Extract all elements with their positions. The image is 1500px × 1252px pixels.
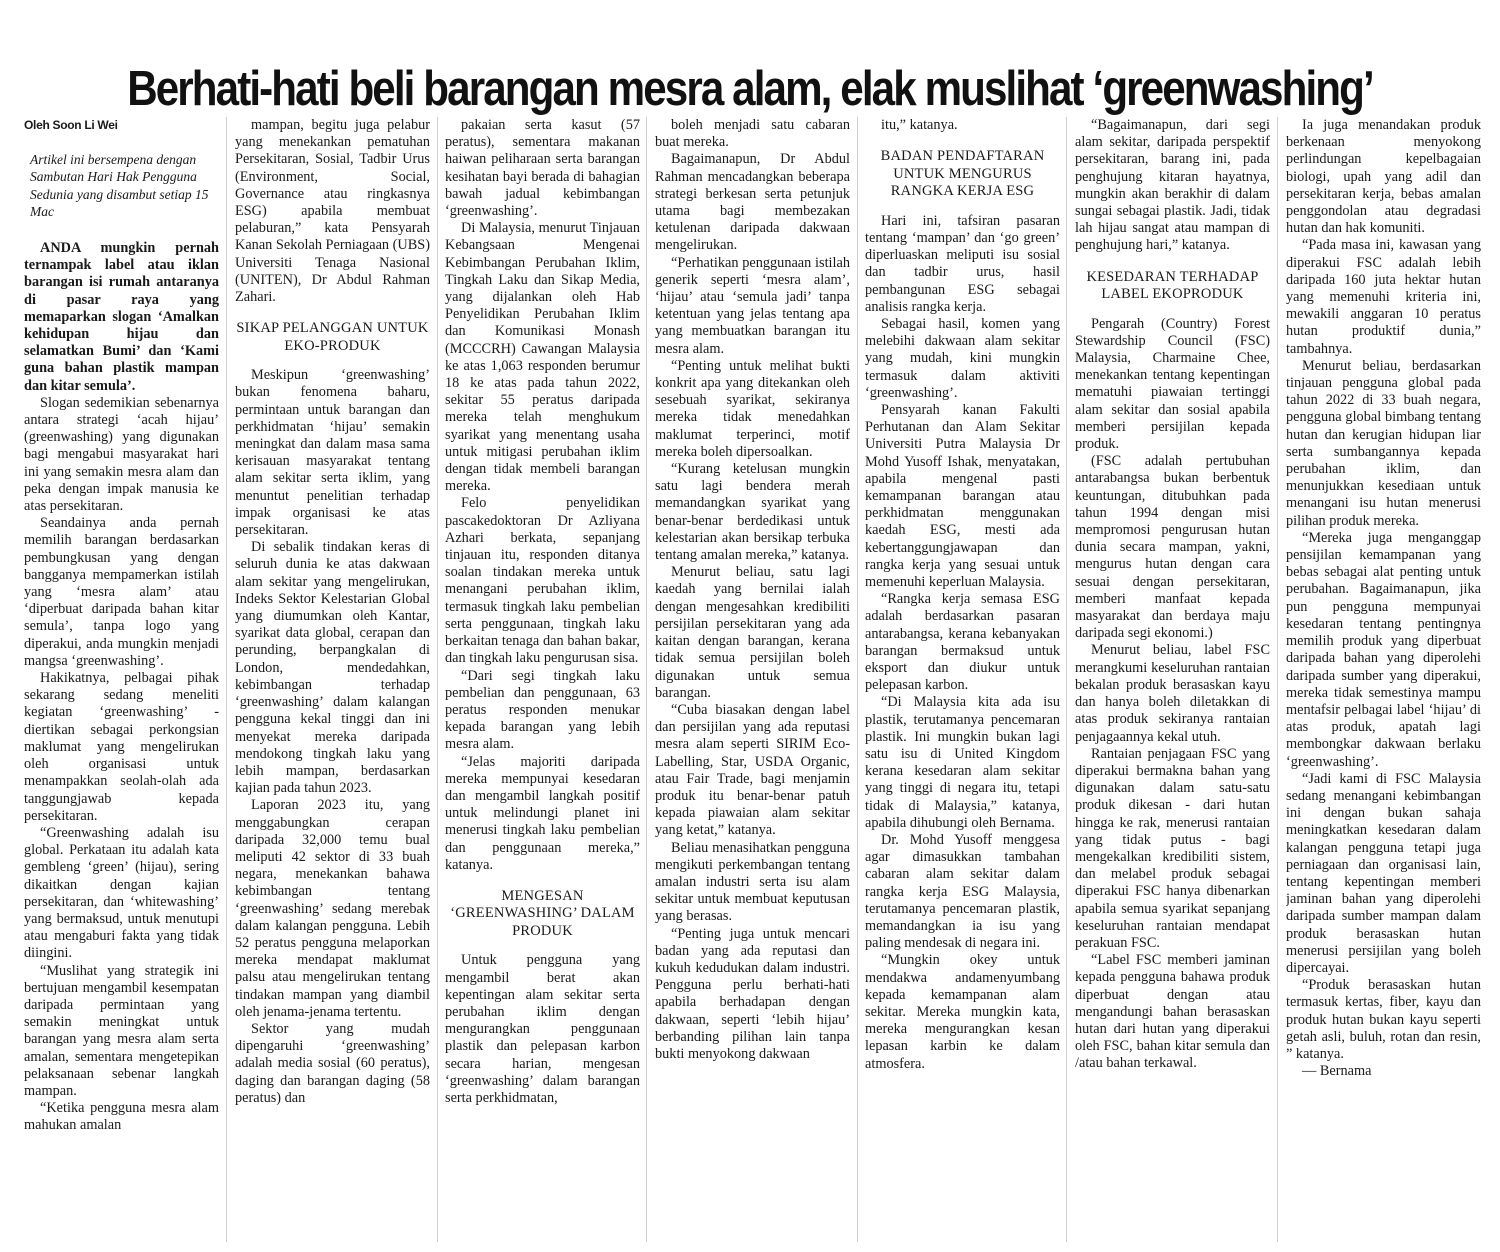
paragraph: (FSC adalah pertubuhan antarabangsa bukan berbentuk keuntungan, ditubuhkan pada tahun 1994 dengan misi mempromosi pengurusan hutan dunia secara mampan, yakni, mengurus hutan dengan cara sesuai dengan persekitaran, memberi manfaat kepada masyarakat dan berdaya maju daripada segi ekonomi.)	[1075, 453, 1270, 642]
paragraph: “Muslihat yang strategik ini bertujuan mengambil kesempatan daripada permintaan yang semakin meningkat untuk barangan yang mesra alam serta amalan, sementara mengetepikan pelaksanaan sebenar langkah mampan.	[24, 962, 219, 1099]
paragraph: “Produk berasaskan hutan termasuk kertas, fiber, kayu dan produk hutan bukan kayu seperti getah asli, buluh, rotan dan resin, ” katanya.	[1286, 977, 1481, 1062]
subheading: BADAN PENDAFTARAN UNTUK MENGURUS RANGKA KERJA ESG	[880, 148, 1045, 200]
article-column-2	[235, 117, 430, 1244]
paragraph: Slogan sedemikian sebenarnya antara strategi ‘acah hijau’ (greenwashing) yang digunakan bagi mengabui masyarakat hari ini yang semakin mesra alam dan peka dengan impak manusia ke atas persekitaran.	[24, 394, 219, 515]
paragraph: Di sebalik tindakan keras di seluruh dunia ke atas dakwaan alam sekitar yang mengelirukan, Indeks Sektor Kelestarian Global yang diumumkan oleh Kantar, syarikat data global, cerapan dan perunding, berpangkalan di London, mendedahkan, kebimbangan terhadap ‘greenwashing’ dalam kalangan pengguna kekal tinggi dan ini menyekat mereka daripada mendokong tingkah laku yang lebih mampan, berdasarkan kajian pada tahun 2023.	[235, 539, 430, 797]
paragraph: Hari ini, tafsiran pasaran tentang ‘mampan’ dan ‘go green’ diperluaskan meliputi isu sosial dan tadbir urus, hasil pembangunan ESG sebagai analisis rangka kerja.	[865, 212, 1060, 315]
paragraph: “Greenwashing adalah isu global. Perkataan itu adalah kata gembleng ‘green’ (hijau), sering dikaitkan dengan kajian persekitaran, dan ‘whitewashing’ yang bermaksud, untuk menutupi atau mengaburi fakta yang tidak diingini.	[24, 824, 219, 962]
paragraph: Felo penyelidikan pascakedoktoran Dr Azliyana Azhari berkata, sepanjang tinjauan itu, responden ditanya soalan tindakan mereka untuk menangani perubahan iklim, termasuk tingkah laku pembelian serta penggunaan, tingkah laku berkaitan tenaga dan bahan bakar, dan tingkah laku pengurusan sisa.	[445, 495, 640, 667]
paragraph: “Mungkin okey untuk mendakwa andamenyumbang kepada kemampanan alam sekitar. Mereka mungkin kata, mereka mengurangkan kesan lepasan karbin ke dalam atmosfera.	[865, 952, 1060, 1072]
paragraph: Sektor yang mudah dipengaruhi ‘greenwashing’ adalah media sosial (60 peratus), daging dan barangan daging (58 peratus) dan	[235, 1020, 430, 1106]
headline: Berhati-hati beli barangan mesra alam, elak muslihat ‘greenwashing’	[127, 61, 1373, 116]
intro-note: Artikel ini bersempena dengan Sambutan Hari Hak Pengguna Sedunia yang disambut setiap 15 Mac	[30, 152, 209, 219]
paragraph: Di Malaysia, menurut Tinjauan Kebangsaan Mengenai Kebimbangan Perubahan Iklim, Tingkah Laku dan Sikap Media, yang dijalankan oleh Hab Penyelidikan Perubahan Iklim dan Komunikasi Monash (MCCCRH) Cawangan Malaysia ke atas 1,063 responden berumur 18 ke atas pada tahun 2022, sekitar 55 peratus daripada mereka telah menghukum syarikat yang menentang usaha untuk mitigasi perubahan iklim dengan tidak membeli barangan mereka.	[445, 220, 640, 495]
paragraph: itu,” katanya.	[881, 117, 958, 133]
paragraph: Hakikatnya, pelbagai pihak sekarang sedang meneliti kegiatan ‘greenwashing’ - diertikan sebagai perkongsian maklumat yang mengelirukan oleh organisasi untuk menampakkan seolah-olah ada tanggungjawab kepada persekitaran.	[24, 670, 219, 824]
paragraph: pakaian serta kasut (57 peratus), sementara makanan haiwan peliharaan serta barangan kesihatan bayi berada di bahagian bawah jadual kebimbangan ‘greenwashing’.	[445, 117, 640, 220]
article-column-4	[655, 117, 850, 1244]
paragraph: “Kurang ketelusan mungkin satu lagi bendera merah memandangkan syarikat yang benar-benar berdedikasi untuk kelestarian akan bersikap terbuka tentang amalan mereka,” katanya.	[655, 461, 850, 564]
paragraph: Dr. Mohd Yusoff menggesa agar dimasukkan tambahan cabaran alam sekitar dalam rangka kerja ESG Malaysia, terutamanya pencemaran plastik, memandangkan ia isu yang paling mendesak di negara ini.	[865, 832, 1060, 952]
paragraph: “Cuba biasakan dengan label dan persijilan yang ada reputasi mesra alam seperti SIRIM Eco-Labelling, Star, USDA Organic, atau Fair Trade, bagi menjamin produk itu benar-benar patuh kepada piawaian alam sekitar yang ketat,” katanya.	[655, 701, 850, 839]
paragraph: “Mereka juga menganggap pensijilan kemampanan yang bebas sebagai alat penting untuk perubahan. Bagaimanapun, jika pun pengguna mempunyai kesedaran tentang pentingnya memilih produk yang diperbuat daripada bahan yang diperolehi daripada sumber yang diperakui, mereka tidak semestinya mampu mentafsir pelbagai label ‘hijau’ di atas produk, apatah lagi membongkar dakwaan berlaku ‘greenwashing’.	[1286, 529, 1481, 770]
paragraph: “Jelas majoriti daripada mereka mempunyai kesedaran dan mengambil langkah positif untuk melindungi planet ini menerusi tingkah laku pembelian dan penggunaan mereka,” katanya.	[445, 753, 640, 873]
paragraph: “Rangka kerja semasa ESG adalah berdasarkan pasaran antarabangsa, kerana kebanyakan barangan bermaksud untuk eksport dan diukur untuk pelepasan karbon.	[865, 591, 1060, 694]
credit: — Bernama	[1302, 1063, 1372, 1080]
paragraph: Pensyarah kanan Fakulti Perhutanan dan Alam Sekitar Universiti Putra Malaysia Dr Mohd Yusoff Ishak, menyatakan, apabila mengenal pasti kemampanan barangan atau perkhidmatan menggunakan kaedah ESG, mesti ada kebertanggungjawapan dan rangka kerja yang sesuai untuk memenuhi keperluan Malaysia.	[865, 401, 1060, 590]
byline: Oleh Soon Li Wei	[24, 118, 118, 132]
column-rule	[1066, 117, 1067, 1242]
paragraph: Sebagai hasil, komen yang melebihi dakwaan alam sekitar yang mudah, kini mungkin termasuk dalam aktiviti ‘greenwashing’.	[865, 315, 1060, 401]
subheading: MENGESAN ‘GREENWASHING’ DALAM PRODUK	[450, 887, 635, 939]
paragraph: “Label FSC memberi jaminan kepada pengguna bahawa produk diperbuat dengan atau mengandungi bahan berasaskan hutan dari hutan yang diperakui oleh FSC, bahan kitar semula dan /atau bahan terkawal.	[1075, 952, 1270, 1072]
paragraph: boleh menjadi satu cabaran buat mereka.	[655, 117, 850, 151]
paragraph: “Penting juga untuk mencari badan yang ada reputasi dan kukuh kedudukan dalam industri. Pengguna perlu berhati-hati apabila berhadapan dengan dakwaan, seperti ‘lebih hijau’ berbanding pilihan lain tanpa bukti menyokong dakwaan	[655, 925, 850, 1062]
column-rule	[1277, 117, 1278, 1242]
column-rule	[857, 117, 858, 1242]
paragraph: mampan, begitu juga pelabur yang menekankan pematuhan Persekitaran, Sosial, Tadbir Urus (Environment, Social, Governance atau ringkasnya ESG) apabila membuat pelaburan,” kata Pensyarah Kanan Sekolah Perniagaan (UBS) Universiti Tenaga Nasional (UNITEN), Dr Abdul Rahman Zahari.	[235, 117, 430, 306]
paragraph: Meskipun ‘greenwashing’ bukan fenomena baharu, permintaan untuk barangan dan perkhidmatan ‘hijau’ semakin meningkat dan dalam masa sama kerisauan masyarakat tentang alam sekitar serta iklim, yang menuntut penelitian terhadap impak organisasi ke atas persekitaran.	[235, 367, 430, 539]
subheading: SIKAP PELANGGAN UNTUK EKO-PRODUK	[236, 320, 429, 354]
article-column-7	[1286, 117, 1481, 1244]
paragraph: Rantaian penjagaan FSC yang diperakui bermakna bahan yang digunakan dalam satu-satu produk dikesan - dari hutan hingga ke rak, menerusi rantaian yang tidak putus - bagi mengekalkan kredibiliti sistem, dan melabel produk sebagai diperakui FSC hanya dibenarkan apabila semua syarikat sepanjang keseluruhan rantaian mendapat perakuan FSC.	[1075, 745, 1270, 951]
paragraph: “Bagaimanapun, dari segi alam sekitar, daripada perspektif persekitaran, barang ini, pada penghujung kitaran hayatnya, mungkin akan berakhir di dalam sungai sebagai plastik. Jadi, tidak lah hijau sangat atau mampan di penghujung hari,” katanya.	[1075, 117, 1270, 254]
paragraph: Menurut beliau, berdasarkan tinjauan pengguna global pada tahun 2022 di 33 buah negara, pengguna global bimbang tentang hutan dan kerugian hidupan liar serta sumbangannya kepada perubahan iklim, dan menunjukkan kesediaan untuk menangani isu hutan menerusi pilihan produk mereka.	[1286, 357, 1481, 529]
article-column-3	[445, 117, 640, 1244]
paragraph: “Dari segi tingkah laku pembelian dan penggunaan, 63 peratus responden menukar kepada barangan yang lebih mesra alam.	[445, 667, 640, 753]
paragraph: Bagaimanapun, Dr Abdul Rahman mencadangkan beberapa strategi berkesan serta petunjuk utama bagi membezakan ketulenan daripada dakwaan mengelirukan.	[655, 151, 850, 254]
article-column-1	[24, 240, 219, 1244]
paragraph: Laporan 2023 itu, yang menggabungkan cerapan daripada 32,000 temu bual meliputi 42 sektor di 33 buah negara, menekankan bahawa kebimbangan tentang ‘greenwashing’ sedang merebak dalam kalangan pengguna. Lebih 52 peratus pengguna melaporkan mereka mendapat maklumat palsu atau mengelirukan tentang tindakan mampan yang diambil oleh jenama-jenama tertentu.	[235, 797, 430, 1020]
column-rule	[226, 117, 227, 1242]
paragraph: “Jadi kami di FSC Malaysia sedang menangani kebimbangan ini dengan bukan sahaja meningkatkan kesedaran dalam kalangan pengguna tetapi juga perniagaan dan organisasi lain, tentang kepentingan memberi jaminan bahan yang diperolehi daripada sumber mampan dalam produk berasaskan hutan menerusi persijilan yang boleh dipercayai.	[1286, 770, 1481, 976]
article-column-6	[1075, 117, 1270, 1244]
paragraph: Untuk pengguna yang mengambil berat akan kepentingan alam sekitar serta perubahan iklim dengan mengurangkan penggunaan plastik dan pelepasan karbon secara harian, mengesan ‘greenwashing’ dalam barangan serta perkhidmatan,	[445, 952, 640, 1107]
subheading: KESEDARAN TERHADAP LABEL EKOPRODUK	[1086, 268, 1259, 303]
article-column-5	[865, 117, 1060, 1244]
lead-paragraph: ANDA mungkin pernah ternampak label atau iklan barangan isi rumah antaranya di pasar raya yang memaparkan slogan ‘Amalkan kehidupan hijau dan selamatkan Bumi’ dan ‘Kami guna bahan plastik mampan dan kitar semula’.	[24, 240, 219, 394]
paragraph: Pengarah (Country) Forest Stewardship Council (FSC) Malaysia, Charmaine Chee, menekankan tentang kepentingan mematuhi piawaian tertinggi alam sekitar dan sosial apabila memberi persijilan kepada produk.	[1075, 315, 1270, 453]
paragraph: “Ketika pengguna mesra alam mahukan amalan	[24, 1100, 219, 1134]
paragraph: Menurut beliau, satu lagi kaedah yang bernilai ialah dengan mengesahkan kredibiliti persijilan persekitaran yang ada kaitan dengan barangan, kerana tidak semua persijilan boleh digunakan untuk semua barangan.	[655, 564, 850, 701]
paragraph: Menurut beliau, label FSC merangkumi keseluruhan rantaian bekalan produk berasaskan kayu dan hanya boleh diletakkan di atas produk sekiranya rantaian penjagaannya kekal utuh.	[1075, 642, 1270, 745]
column-rule	[437, 117, 438, 1242]
column-rule	[646, 117, 647, 1242]
paragraph: “Pada masa ini, kawasan yang diperakui FSC adalah lebih daripada 160 juta hektar hutan yang memenuhi kriteria ini, mewakili anggaran 10 peratus hutan produktif dunia,” tambahnya.	[1286, 237, 1481, 357]
paragraph: Beliau menasihatkan pengguna mengikuti perkembangan tentang amalan industri serta isu alam sekitar untuk membuat keputusan yang berasas.	[655, 839, 850, 925]
paragraph: “Di Malaysia kita ada isu plastik, terutamanya pencemaran plastik. Ini mungkin bukan lagi satu isu di United Kingdom kerana kesedaran alam sekitar yang tinggi di negara itu, tetapi tidak di Malaysia,” katanya, apabila dihubungi oleh Bernama.	[865, 694, 1060, 831]
paragraph: “Perhatikan penggunaan istilah generik seperti ‘mesra alam’, ‘hijau’ atau ‘semula jadi’ tanpa ketentuan yang jelas tentang apa yang membuatkan barangan itu mesra alam.	[655, 254, 850, 357]
paragraph: Seandainya anda pernah memilih barangan berdasarkan pembungkusan yang dengan bangganya mempamerkan istilah yang ‘mesra alam’ atau ‘diperbuat daripada bahan kitar semula’, tanpa logo yang diperakui, anda mungkin menjadi mangsa ‘greenwashing’.	[24, 515, 219, 669]
paragraph: Ia juga menandakan produk berkenaan menyokong perlindungan kepelbagaian biologi, upah yang adil dan persekitaran kerja, bebas amalan penggondolan atau degradasi hutan dan hak komuniti.	[1286, 117, 1481, 237]
paragraph: “Penting untuk melihat bukti konkrit apa yang ditekankan oleh sesebuah syarikat, sekiranya mereka tidak menedahkan maklumat terperinci, motif mereka boleh dipersoalkan.	[655, 357, 850, 460]
